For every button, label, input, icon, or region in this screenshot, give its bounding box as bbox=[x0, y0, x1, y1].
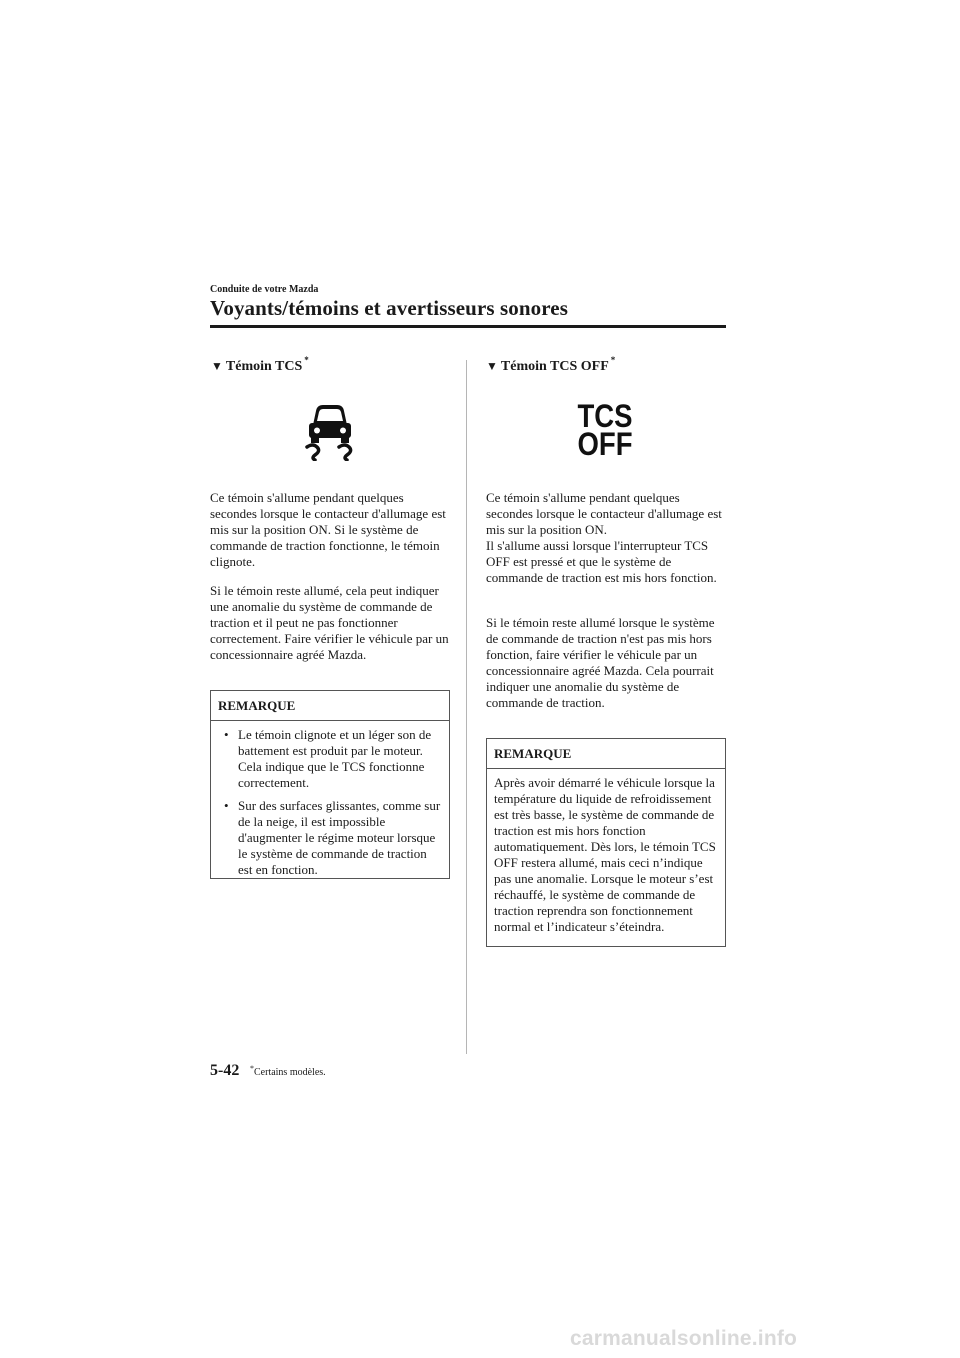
tcs-off-paragraph-1: Ce témoin s'allume pendant quelques secondes lorsque le contacteur d'allumage est mis sur la position ON. bbox=[486, 490, 722, 537]
heading-tcs-text: Témoin TCS bbox=[225, 359, 303, 374]
triangle-marker-icon: ▼ bbox=[486, 359, 498, 373]
asterisk-mark: * bbox=[610, 355, 616, 365]
tcs-off-icon-line2: OFF bbox=[577, 426, 633, 462]
heading-tcs bbox=[211, 355, 309, 375]
note-list-item bbox=[218, 798, 442, 878]
note-title: REMARQUE bbox=[487, 739, 725, 769]
note-title: REMARQUE bbox=[211, 691, 449, 721]
asterisk-mark: * bbox=[304, 355, 309, 365]
footnote-text: Certains modèles. bbox=[254, 1067, 326, 1078]
note-box-tcs-off bbox=[486, 738, 726, 947]
footnote bbox=[250, 1064, 326, 1078]
title-divider bbox=[210, 325, 726, 328]
tcs-off-icon-line1: TCS bbox=[577, 398, 633, 434]
tcs-off-paragraph-3: Si le témoin reste allumé lorsque le système de commande de traction n'est pas mis hors fonction, faire vérifier le véhicule par un concessionnaire agréé Mazda. Cela pourrait indiquer une anomalie du système de commande de traction. bbox=[486, 615, 715, 710]
tcs-paragraph-2: Si le témoin reste allumé, cela peut indiquer une anomalie du système de commande de traction et il peut ne pas fonctionner correctement. Faire vérifier le véhicule par un concessionnaire agréé Mazda. bbox=[210, 583, 449, 662]
note-item-text: Le témoin clignote et un léger son de battement est produit par le moteur. Cela indique que le TCS fonctionne correctement. bbox=[238, 727, 432, 790]
tcs-off-paragraph-2: Il s'allume aussi lorsque l'interrupteur TCS OFF est pressé et que le système de commande de traction est mis hors fonction. bbox=[486, 538, 717, 585]
heading-tcs-off-text: Témoin TCS OFF bbox=[500, 359, 609, 374]
bullet-icon: • bbox=[224, 727, 229, 742]
bullet-icon: • bbox=[224, 798, 229, 813]
note-box-tcs bbox=[210, 690, 450, 879]
note-list bbox=[218, 727, 442, 878]
note-body bbox=[211, 721, 449, 886]
tcs-skid-icon bbox=[300, 403, 360, 461]
note-body: Après avoir démarré le véhicule lorsque la température du liquide de refroidissement est très basse, le système de commande de traction est mis hors fonction automatiquement. Dès lors, le témoin TCS OFF restera allumé, mais ceci n’indique pas une anomalie. Lorsque le moteur s’est réchauffé, le système de commande de traction reprendra son fonctionnement normal et l’indicateur s’éteindra. bbox=[494, 775, 716, 934]
triangle-marker-icon: ▼ bbox=[211, 359, 223, 373]
column-divider bbox=[466, 360, 467, 1054]
heading-tcs-off bbox=[486, 355, 615, 375]
page-title: Voyants/témoins et avertisseurs sonores bbox=[210, 296, 568, 320]
note-list-item bbox=[218, 727, 442, 791]
asterisk-mark: * bbox=[250, 1064, 254, 1073]
watermark: carmanualsonline.info bbox=[570, 1327, 798, 1350]
tcs-paragraph-1: Ce témoin s'allume pendant quelques secondes lorsque le contacteur d'allumage est mis sur la position ON. Si le système de commande de traction fonctionne, le témoin clignote. bbox=[210, 490, 446, 569]
page-number: 5-42 bbox=[210, 1062, 240, 1079]
note-item-text: Sur des surfaces glissantes, comme sur de la neige, il est impossible d'augmenter le régime moteur lorsque le système de commande de traction est en fonction. bbox=[238, 798, 441, 877]
tcs-off-icon bbox=[566, 398, 643, 462]
section-label: Conduite de votre Mazda bbox=[210, 284, 319, 295]
